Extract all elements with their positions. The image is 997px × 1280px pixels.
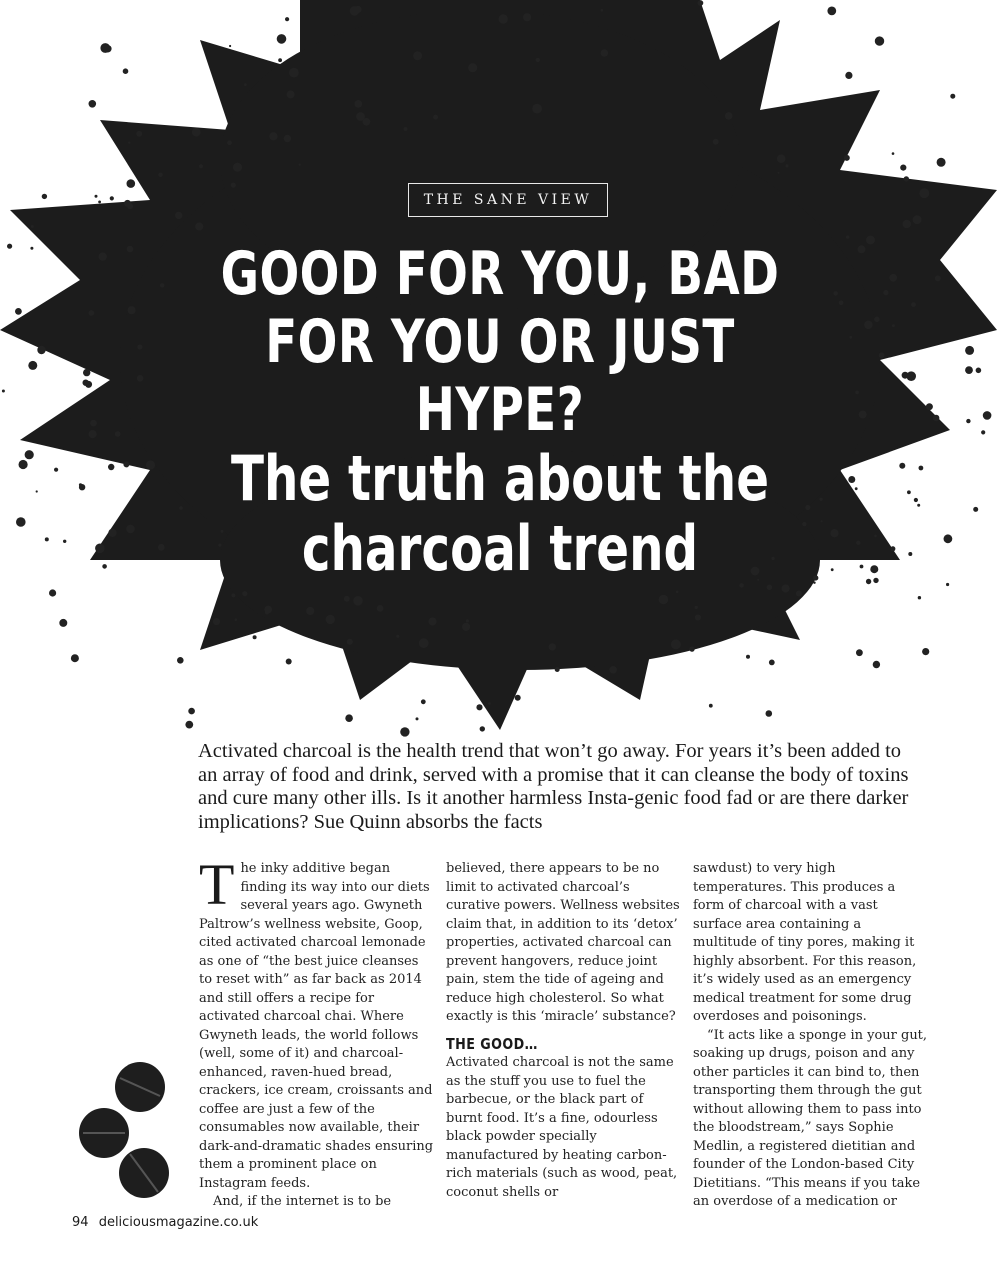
- charcoal-speck: [981, 430, 985, 434]
- charcoal-speck: [433, 115, 438, 120]
- charcoal-speck: [866, 236, 875, 245]
- paragraph: believed, there appears to be no limit to activated charcoal’s curative powers. Wellness websites claim that, in addition to its ‘detox’ properties, activated charcoal can prevent hangovers, reduce joint pain, stem the tide of ageing and reduce high cholesterol. So what exactly is this ‘miracle’ substance?: [446, 861, 680, 1024]
- charcoal-speck: [846, 235, 849, 238]
- charcoal-speck: [185, 721, 193, 729]
- charcoal-speck: [306, 607, 314, 615]
- charcoal-speck: [875, 36, 884, 45]
- charcoal-speck: [913, 215, 922, 224]
- charcoal-speck: [848, 476, 855, 483]
- charcoal-speck: [36, 490, 38, 492]
- charcoal-speck: [676, 591, 679, 594]
- charcoal-speck: [158, 544, 165, 551]
- charcoal-speck: [25, 450, 34, 459]
- charcoal-speck: [137, 375, 144, 382]
- charcoal-speck: [83, 380, 89, 386]
- charcoal-speck: [907, 490, 911, 494]
- charcoal-speck: [175, 212, 182, 219]
- charcoal-speck: [858, 245, 866, 253]
- charcoal-speck: [199, 164, 203, 168]
- charcoal-speck: [128, 306, 136, 314]
- charcoal-speck: [235, 618, 238, 621]
- charcoal-speck: [99, 252, 107, 260]
- headline-line-4: charcoal trend: [301, 512, 699, 585]
- charcoal-speck: [922, 648, 929, 655]
- charcoal-speck: [28, 361, 37, 370]
- charcoal-speck: [935, 275, 941, 281]
- charcoal-speck: [889, 274, 897, 282]
- charcoal-speck: [965, 346, 974, 355]
- charcoal-speck: [7, 244, 12, 249]
- charcoal-speck: [326, 615, 335, 624]
- charcoal-speck: [83, 369, 90, 376]
- charcoal-speck: [231, 593, 235, 597]
- charcoal-speck: [914, 498, 918, 502]
- charcoal-speck: [98, 201, 101, 204]
- charcoal-speck: [277, 34, 287, 44]
- charcoal-speck: [278, 58, 282, 62]
- headline-line-2: FOR YOU OR JUST HYPE?: [265, 307, 735, 445]
- charcoal-speck: [233, 163, 242, 172]
- charcoal-speck: [468, 63, 477, 72]
- charcoal-speck: [827, 6, 836, 15]
- paragraph: sawdust) to very high temperatures. This produces a form of charcoal with a vast surface area containing a multitude of tiny pores, making it highly absorbent. For this reason, it’s widely used as an emergency medical treatment for some drug overdoses and poisonings.: [693, 861, 917, 1024]
- charcoal-speck: [899, 463, 905, 469]
- charcoal-speck: [37, 346, 45, 354]
- charcoal-speck: [709, 704, 713, 708]
- charcoal-speck: [777, 154, 786, 163]
- charcoal-speck: [549, 643, 556, 650]
- body-column-1: [199, 852, 434, 1212]
- charcoal-speck: [950, 94, 955, 99]
- charcoal-speck: [95, 195, 98, 198]
- charcoal-speck: [976, 368, 982, 374]
- charcoal-speck: [192, 128, 201, 137]
- charcoal-speck: [769, 660, 775, 666]
- charcoal-speck: [158, 173, 163, 178]
- charcoal-speck: [908, 552, 912, 556]
- charcoal-speck: [347, 639, 353, 645]
- paragraph: And, if the internet is to be: [213, 1194, 392, 1209]
- charcoal-speck: [428, 617, 436, 625]
- charcoal-speck: [136, 131, 142, 137]
- charcoal-speck: [892, 324, 895, 327]
- charcoal-speck: [870, 565, 878, 573]
- charcoal-speck: [480, 726, 485, 731]
- charcoal-speck: [499, 14, 508, 23]
- headline-line-1: GOOD FOR YOU, BAD: [220, 239, 780, 309]
- charcoal-speck: [902, 220, 911, 229]
- charcoal-speck: [104, 45, 111, 52]
- charcoal-speck: [944, 534, 953, 543]
- charcoal-speck: [911, 302, 916, 307]
- charcoal-speck: [285, 17, 289, 21]
- charcoal-speck: [695, 614, 701, 620]
- charcoal-speck: [350, 6, 360, 16]
- charcoal-speck: [126, 525, 135, 534]
- charcoal-speck: [918, 596, 921, 599]
- charcoal-speck: [244, 83, 247, 86]
- site-url: deliciousmagazine.co.uk: [98, 1215, 259, 1230]
- charcoal-speck: [695, 606, 698, 609]
- page-footer: [72, 1215, 258, 1230]
- charcoal-speck: [725, 112, 733, 120]
- charcoal-speck: [671, 639, 681, 649]
- charcoal-speck: [108, 464, 114, 470]
- charcoal-speck: [146, 460, 155, 469]
- charcoal-speck: [689, 646, 694, 651]
- charcoal-speck: [919, 466, 924, 471]
- charcoal-speck: [45, 537, 49, 541]
- charcoal-speck: [79, 483, 82, 486]
- charcoal-speck: [15, 308, 22, 315]
- charcoal-speck: [601, 9, 604, 12]
- body-column-3: [693, 860, 928, 1212]
- page-number: 94: [72, 1215, 89, 1230]
- charcoal-speck: [63, 540, 66, 543]
- charcoal-speck: [30, 247, 33, 250]
- charcoal-speck: [90, 420, 97, 427]
- charcoal-speck: [229, 45, 231, 47]
- charcoal-speck: [188, 708, 195, 715]
- charcoal-speck: [123, 68, 129, 74]
- charcoal-speck: [860, 565, 864, 569]
- charcoal-speck: [287, 90, 295, 98]
- charcoal-speck: [356, 112, 365, 121]
- charcoal-speck: [796, 591, 802, 597]
- paragraph: [199, 852, 434, 1193]
- charcoal-speck: [419, 638, 429, 648]
- body-column-2: [446, 860, 681, 1202]
- charcoal-speck: [966, 419, 970, 423]
- charcoal-speck: [946, 583, 949, 586]
- charcoal-speck: [855, 391, 859, 395]
- charcoal-speck: [137, 344, 142, 349]
- charcoal-speck: [354, 100, 362, 108]
- charcoal-speck: [713, 139, 719, 145]
- charcoal-speck: [284, 135, 291, 142]
- charcoal-speck: [213, 618, 220, 625]
- standfirst: Activated charcoal is the health trend that won’t go away. For years it’s been added to an array of food and drink, served with a promise that it can cleanse the body of toxins and cure many other ills. Is it another harmless Insta-genic food fad or are there darker implications? Sue Quinn absorbs the facts: [198, 740, 909, 833]
- charcoal-speck: [400, 727, 409, 736]
- charcoal-speck: [900, 165, 906, 171]
- charcoal-speck: [2, 390, 5, 393]
- charcoal-speck: [746, 655, 750, 659]
- charcoal-speck: [16, 517, 26, 527]
- charcoal-speck: [123, 461, 129, 467]
- charcoal-speck: [855, 487, 858, 490]
- charcoal-speck: [353, 596, 363, 606]
- tablet-icon: [115, 1062, 165, 1112]
- charcoal-speck: [859, 411, 867, 419]
- charcoal-speck: [536, 58, 540, 62]
- charcoal-speck: [377, 605, 384, 612]
- paragraph-text: he inky additive began finding its way into our diets several years ago. Gwyneth Paltrow’s wellness website, Goop, cited activated charcoal lemonade as one of “the best juice cleanses to reset with” as far back as 2014 and still offers a recipe for activated charcoal chai. Where Gwyneth leads, the world follows (well, some of it) and charcoal-enhanced, raven-hued bread, crackers, ice cream, croissants and coffee are just a few of the consumables now available, their dark-and-dramatic shades ensuring them a prominent place on Instagram feeds.: [199, 861, 434, 1191]
- charcoal-speck: [115, 431, 121, 437]
- charcoal-speck: [89, 310, 95, 316]
- charcoal-speck: [892, 152, 895, 155]
- charcoal-speck: [873, 661, 880, 668]
- charcoal-speck: [269, 132, 277, 140]
- charcoal-speck: [904, 176, 909, 181]
- headline: [188, 240, 812, 584]
- charcoal-speck: [831, 568, 834, 571]
- charcoal-speck: [31, 225, 34, 228]
- charcoal-speck: [890, 546, 895, 551]
- headline-line-3: The truth about the: [230, 442, 770, 515]
- charcoal-speck: [515, 695, 521, 701]
- section-kicker: THE SANE VIEW: [408, 183, 608, 217]
- charcoal-speck: [659, 595, 669, 605]
- charcoal-speck: [179, 506, 183, 510]
- charcoal-speck: [265, 611, 269, 615]
- charcoal-speck: [462, 623, 470, 631]
- drop-cap: T: [199, 852, 235, 917]
- charcoal-speck: [983, 411, 992, 420]
- charcoal-speck: [833, 291, 838, 296]
- charcoal-speck: [19, 460, 28, 469]
- charcoal-speck: [917, 504, 920, 507]
- charcoal-speck: [71, 654, 79, 662]
- charcoal-speck: [813, 575, 818, 580]
- charcoal-speck: [54, 468, 58, 472]
- paragraph: Activated charcoal is not the same as the stuff you use to fuel the barbecue, or the black part of burnt food. It’s a fine, odourless black powder specially manufactured by heating carbon-rich materials (such as wood, peat, coconut shells or: [446, 1055, 678, 1200]
- charcoal-speck: [242, 591, 247, 596]
- charcoal-speck: [108, 529, 116, 537]
- charcoal-speck: [177, 657, 184, 664]
- charcoal-speck: [286, 659, 292, 665]
- charcoal-speck: [845, 72, 852, 79]
- charcoal-speck: [555, 667, 560, 672]
- charcoal-speck: [821, 520, 823, 522]
- charcoal-speck: [926, 403, 933, 410]
- charcoal-speck: [127, 179, 136, 188]
- charcoal-speck: [864, 321, 873, 330]
- charcoal-speck: [523, 13, 531, 21]
- charcoal-speck: [601, 49, 609, 57]
- charcoal-speck: [819, 498, 822, 501]
- charcoal-speck: [160, 283, 165, 288]
- charcoal-speck: [874, 535, 877, 538]
- charcoal-speck: [767, 585, 773, 591]
- charcoal-speck: [102, 564, 107, 569]
- charcoal-tablets-image: [70, 1060, 190, 1200]
- charcoal-speck: [698, 0, 704, 6]
- charcoal-speck: [231, 183, 236, 188]
- charcoal-speck: [416, 717, 419, 720]
- charcoal-speck: [866, 579, 871, 584]
- charcoal-speck: [965, 366, 973, 374]
- charcoal-speck: [127, 246, 134, 253]
- charcoal-speck: [127, 203, 133, 209]
- charcoal-speck: [844, 155, 850, 161]
- charcoal-speck: [785, 164, 788, 167]
- charcoal-speck: [195, 222, 203, 230]
- charcoal-speck: [973, 507, 978, 512]
- charcoal-speck: [906, 371, 916, 381]
- charcoal-speck: [778, 172, 780, 174]
- charcoal-speck: [466, 619, 469, 622]
- charcoal-speck: [849, 336, 852, 339]
- tablet-icon: [119, 1148, 169, 1198]
- charcoal-speck: [830, 529, 838, 537]
- charcoal-speck: [404, 127, 408, 131]
- charcoal-speck: [110, 196, 114, 200]
- charcoal-speck: [253, 635, 257, 639]
- charcoal-speck: [488, 702, 491, 705]
- charcoal-speck: [344, 596, 350, 602]
- charcoal-speck: [227, 140, 232, 145]
- charcoal-speck: [856, 649, 863, 656]
- charcoal-speck: [883, 290, 888, 295]
- charcoal-speck: [49, 589, 56, 596]
- charcoal-speck: [937, 158, 946, 167]
- charcoal-speck: [421, 699, 426, 704]
- charcoal-speck: [299, 164, 301, 166]
- charcoal-speck: [345, 714, 353, 722]
- charcoal-speck: [42, 194, 47, 199]
- charcoal-speck: [839, 300, 844, 305]
- tablet-icon: [79, 1108, 129, 1158]
- charcoal-speck: [813, 582, 815, 584]
- charcoal-speck: [933, 415, 940, 422]
- charcoal-speck: [59, 619, 67, 627]
- charcoal-speck: [396, 635, 399, 638]
- charcoal-speck: [289, 68, 299, 78]
- charcoal-speck: [766, 710, 773, 717]
- charcoal-speck: [919, 188, 929, 198]
- charcoal-speck: [95, 544, 105, 554]
- charcoal-speck: [879, 352, 885, 358]
- charcoal-speck: [782, 584, 790, 592]
- charcoal-speck: [856, 541, 860, 545]
- charcoal-speck: [413, 51, 422, 60]
- charcoal-speck: [873, 578, 878, 583]
- charcoal-speck: [476, 704, 482, 710]
- charcoal-speck: [89, 100, 97, 108]
- charcoal-speck: [609, 666, 617, 674]
- charcoal-speck: [89, 430, 97, 438]
- charcoal-speck: [532, 104, 542, 114]
- charcoal-speck: [874, 317, 880, 323]
- section-heading: THE GOOD…: [446, 1034, 538, 1053]
- charcoal-speck: [128, 142, 130, 144]
- paragraph: “It acts like a sponge in your gut, soaking up drugs, poison and any other particles it can bind to, then transporting them through the gut without allowing them to pass into the bloodstream,” says Sophie Medlin, a registered dietitian and founder of the London-based City Dietitians. “This means if you take an overdose of a medication or: [693, 1027, 928, 1209]
